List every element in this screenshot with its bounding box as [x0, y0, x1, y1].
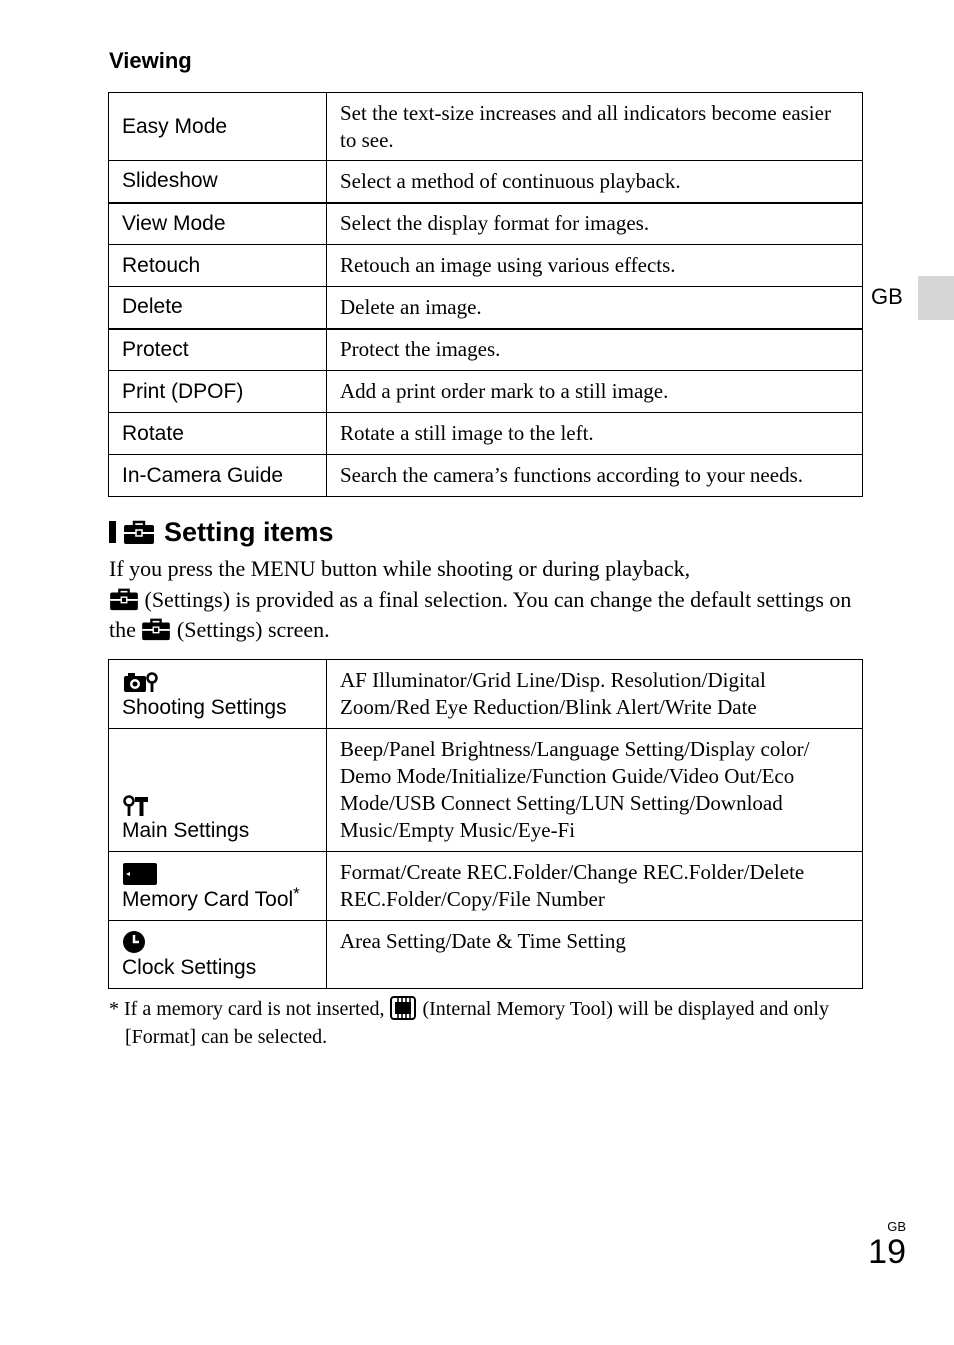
table-row	[109, 455, 863, 497]
menu-item-label: Print (DPOF)	[109, 371, 327, 413]
page-number: 19	[868, 1233, 906, 1271]
section-marker	[109, 521, 116, 543]
toolbox-icon	[109, 587, 139, 611]
settings-item-label: Memory Card Tool	[122, 888, 294, 911]
footnote-text: * If a memory card is not inserted,	[109, 998, 385, 1020]
menu-item-description: Select the display format for images.	[327, 203, 863, 245]
menu-item-description: Add a print order mark to a still image.	[327, 371, 863, 413]
toolbox-icon	[141, 617, 171, 641]
language-side-tab	[918, 276, 954, 320]
footnote-marker: *	[293, 884, 300, 903]
wrench-hammer-icon	[122, 795, 150, 817]
menu-item-label: Delete	[109, 287, 327, 329]
menu-item-description: Rotate a still image to the left.	[327, 413, 863, 455]
table-row	[109, 287, 863, 329]
menu-item-description: Select a method of continuous playback.	[327, 161, 863, 203]
table-row	[109, 329, 863, 371]
settings-item-cell	[109, 852, 327, 921]
menu-item-label: Protect	[109, 329, 327, 371]
settings-item-cell	[109, 921, 327, 989]
language-tab-label: GB	[871, 284, 903, 309]
table-row	[109, 921, 863, 989]
table-row	[109, 371, 863, 413]
internal-memory-icon	[389, 995, 417, 1021]
footnote	[109, 995, 885, 1051]
menu-item-description: Set the text-size increases and all indicators become easier to see.	[327, 93, 863, 161]
footnote-text: (Internal Memory Tool) will be displayed and only [Format] can be selected.	[125, 998, 829, 1048]
memory-card-icon	[122, 862, 158, 886]
table-row	[109, 161, 863, 203]
menu-item-description: Protect the images.	[327, 329, 863, 371]
intro-text: (Settings) is provided as a final selection. You can change the default settings on the	[109, 586, 852, 642]
table-row	[109, 852, 863, 921]
menu-item-label: Retouch	[109, 245, 327, 287]
menu-item-label: View Mode	[109, 203, 327, 245]
intro-text: If you press the MENU button while shooting or during playback,	[109, 556, 691, 581]
menu-item-label: Rotate	[109, 413, 327, 455]
menu-item-description: Delete an image.	[327, 287, 863, 329]
table-row	[109, 245, 863, 287]
settings-item-description: Format/Create REC.Folder/Change REC.Folder/Delete REC.Folder/Copy/File Number	[327, 852, 863, 921]
menu-item-label: In-Camera Guide	[109, 455, 327, 497]
section-heading	[109, 514, 334, 550]
settings-item-label: Main Settings	[122, 819, 250, 842]
menu-item-label: Slideshow	[109, 161, 327, 203]
page-number-block	[868, 1220, 906, 1270]
table-row	[109, 93, 863, 161]
toolbox-icon	[123, 519, 155, 545]
table-row	[109, 203, 863, 245]
intro-paragraph	[109, 554, 869, 646]
menu-item-description: Retouch an image using various effects.	[327, 245, 863, 287]
menu-item-description: Search the camera’s functions according to your needs.	[327, 455, 863, 497]
menu-item-label: Easy Mode	[109, 93, 327, 161]
settings-item-cell	[109, 729, 327, 852]
viewing-menu-table	[108, 92, 863, 497]
page-language-code: GB	[887, 1219, 906, 1234]
table-row	[109, 413, 863, 455]
table-row	[109, 729, 863, 852]
camera-wrench-icon	[122, 670, 158, 694]
viewing-heading: Viewing	[109, 48, 192, 73]
settings-item-label: Clock Settings	[122, 956, 257, 979]
settings-item-description: Beep/Panel Brightness/Language Setting/Display color/ Demo Mode/Initialize/Function Guide/Video Out/Eco Mode/USB Connect Setting/LUN Setting/Download Music/Empty Music/Eye-Fi	[327, 729, 863, 852]
table-row	[109, 660, 863, 729]
settings-item-cell	[109, 660, 327, 729]
intro-text: (Settings) screen.	[176, 617, 330, 642]
settings-menu-table	[108, 659, 863, 989]
settings-item-label: Shooting Settings	[122, 696, 287, 719]
clock-icon	[122, 930, 148, 954]
section-title: Setting items	[164, 516, 334, 547]
settings-item-description: AF Illuminator/Grid Line/Disp. Resolution/Digital Zoom/Red Eye Reduction/Blink Alert/Write Date	[327, 660, 863, 729]
settings-item-description: Area Setting/Date & Time Setting	[327, 921, 863, 989]
